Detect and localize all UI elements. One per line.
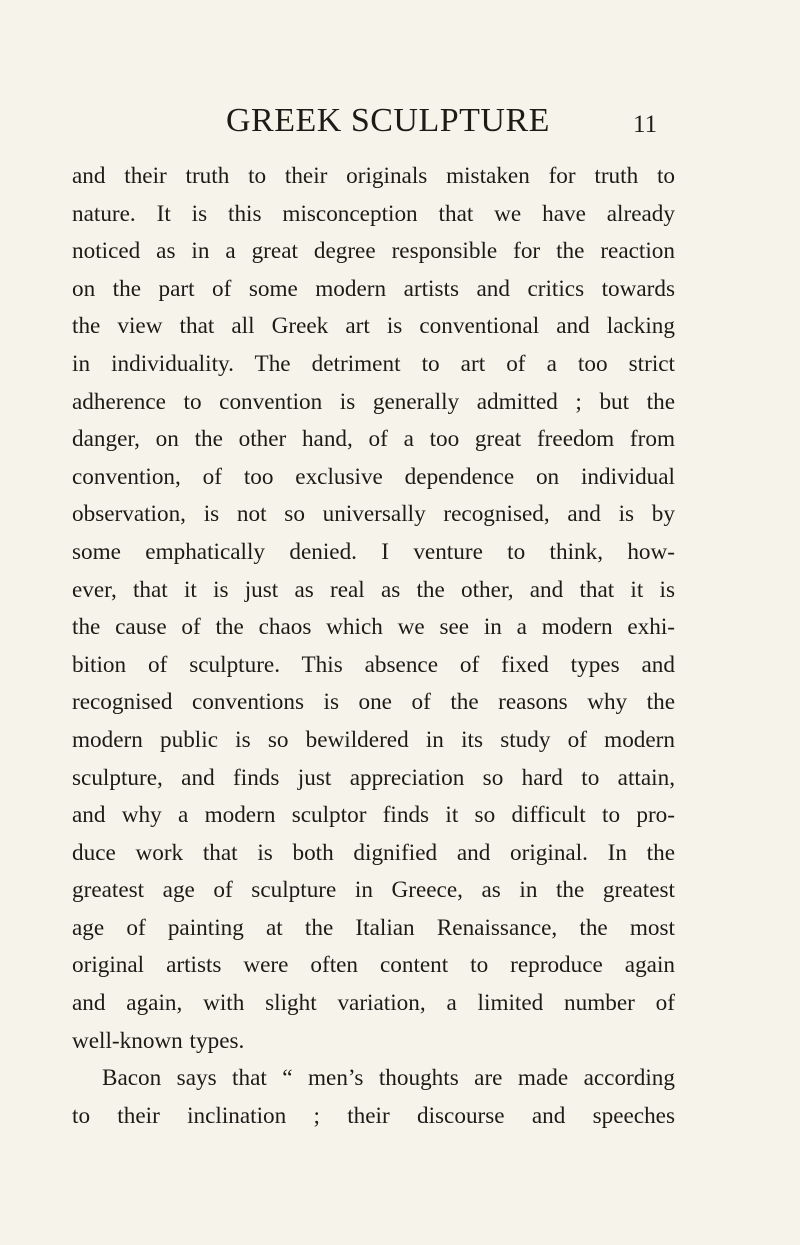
page-header [0,96,800,146]
running-head: GREEK SCULPTURE [226,102,550,139]
body-text [72,158,675,1135]
text-line: to their inclination ; their discourse and speeches [72,1102,675,1129]
page-number: 11 [633,111,658,138]
text-line: and why a modern sculptor finds it so difficult to pro- [72,802,675,829]
text-line: convention, of too exclusive dependence on individual [72,463,675,490]
paragraph-end-line: well-known types. [72,1027,245,1054]
text-line: sculpture, and finds just appreciation so hard to attain, [72,764,675,791]
text-line: nature. It is this misconception that we have already [72,200,675,227]
text-line: ever, that it is just as real as the other, and that it is [72,576,675,603]
text-line: age of painting at the Italian Renaissance, the most [72,914,675,941]
text-line: noticed as in a great degree responsible for the reaction [72,238,675,265]
text-line: greatest age of sculpture in Greece, as in the greatest [72,877,675,904]
text-line: the cause of the chaos which we see in a modern exhi- [72,614,675,641]
text-line: modern public is so bewildered in its study of modern [72,726,675,753]
text-line: adherence to convention is generally admitted ; but the [72,388,675,415]
text-line: original artists were often content to reproduce again [72,952,675,979]
text-line: bition of sculpture. This absence of fixed types and [72,651,675,678]
text-line: the view that all Greek art is conventional and lacking [72,313,675,340]
text-line: on the part of some modern artists and critics towards [72,275,675,302]
text-line: and their truth to their originals mistaken for truth to [72,163,675,189]
text-line: some emphatically denied. I venture to think, how- [72,538,675,565]
text-line: in individuality. The detriment to art of a too strict [72,350,675,377]
text-line: recognised conventions is one of the reasons why the [72,689,675,716]
text-line: observation, is not so universally recognised, and is by [72,501,675,528]
paragraph-start-line: Bacon says that “ men’s thoughts are made according [102,1065,675,1092]
text-line: duce work that is both dignified and original. In the [72,839,675,866]
text-line: and again, with slight variation, a limited number of [72,990,675,1017]
text-line: danger, on the other hand, of a too great freedom from [72,426,675,453]
